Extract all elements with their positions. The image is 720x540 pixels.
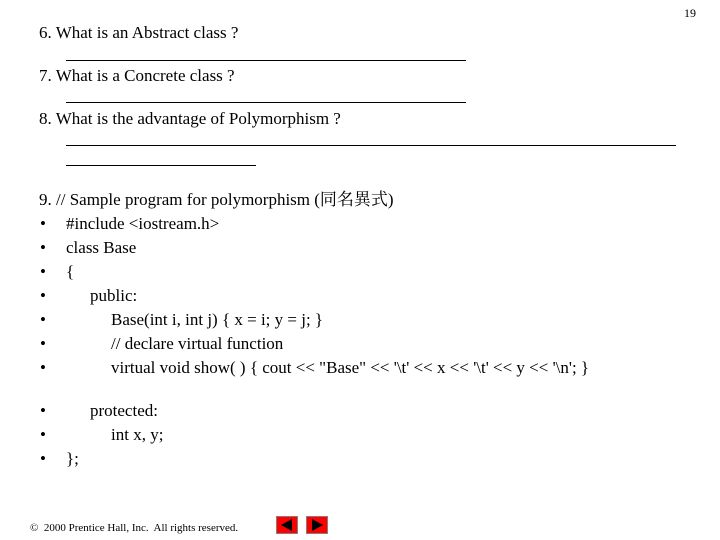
program-heading: 9. // Sample program for polymorphism (同名異式) (39, 190, 394, 209)
question-7: 7. What is a Concrete class ? (39, 66, 235, 85)
page-number: 19 (684, 6, 696, 20)
question-8: 8. What is the advantage of Polymorphism ? (39, 109, 341, 128)
left-arrow-icon (277, 517, 297, 533)
bullet: • (40, 425, 46, 444)
answer-blank-7 (66, 102, 466, 103)
code-line-4: public: (90, 286, 138, 305)
code-line-3: { (66, 262, 75, 281)
code-line-9: int x, y; (111, 425, 164, 444)
answer-blank-8-line-1 (66, 145, 676, 146)
bullet: • (40, 401, 46, 420)
code-line-6: // declare virtual function (111, 334, 284, 353)
bullet: • (40, 214, 46, 233)
bullet: • (40, 262, 46, 281)
previous-slide-button[interactable] (276, 516, 298, 534)
next-slide-button[interactable] (306, 516, 328, 534)
code-line-7: virtual void show( ) { cout << "Base" << '\t' << x << '\t' << y << '\n'; } (111, 358, 590, 377)
copyright-footer: © 2000 Prentice Hall, Inc. All rights reserved. (30, 522, 239, 534)
code-line-2: class Base (66, 238, 137, 257)
bullet: • (40, 449, 46, 468)
bullet: • (40, 310, 46, 329)
code-line-8: protected: (90, 401, 158, 420)
code-line-5: Base(int i, int j) { x = i; y = j; } (111, 310, 324, 329)
right-arrow-icon (307, 517, 327, 533)
bullet: • (40, 358, 46, 377)
bullet: • (40, 286, 46, 305)
answer-blank-6 (66, 60, 466, 61)
bullet: • (40, 238, 46, 257)
answer-blank-8-line-2 (66, 165, 256, 166)
question-6: 6. What is an Abstract class ? (39, 23, 239, 42)
code-line-10: }; (66, 449, 79, 468)
bullet: • (40, 334, 46, 353)
code-line-1: #include <iostream.h> (66, 214, 220, 233)
